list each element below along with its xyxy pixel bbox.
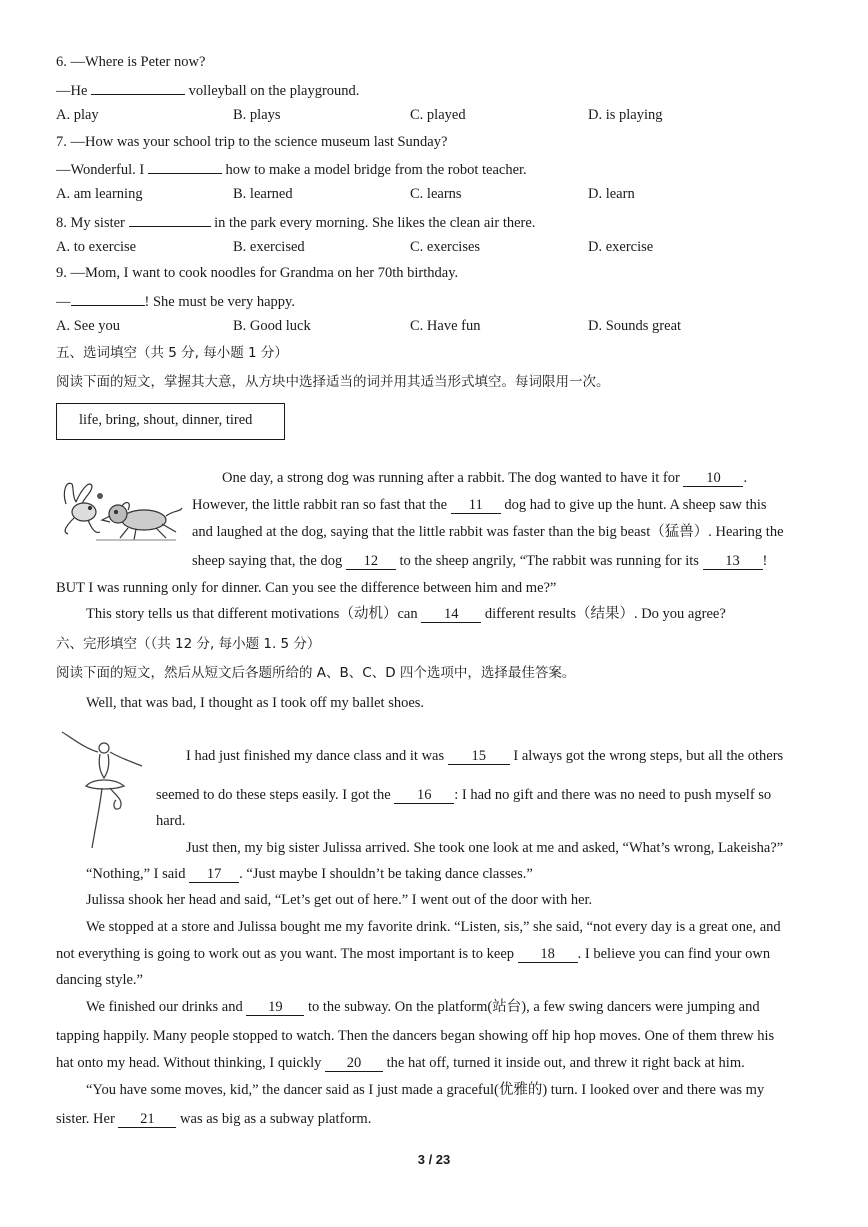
- section5-instruction: 阅读下面的短文，掌握其大意，从方块中选择适当的词并用其适当形式填空。每词限用一次。: [56, 374, 610, 390]
- ballet-dancer-illustration: [58, 728, 148, 852]
- passage6-line1: I had just finished my dance class and it was 15 I always got the wrong steps, but all the others: [186, 748, 784, 764]
- q7-option-d[interactable]: D. learn: [588, 186, 635, 202]
- blank-18[interactable]: 18: [518, 946, 578, 963]
- q6-option-c[interactable]: C. played: [410, 107, 466, 123]
- dog-chasing-rabbit-illustration: [56, 474, 184, 548]
- word-box: [56, 403, 285, 440]
- q8-option-b[interactable]: B. exercised: [233, 239, 305, 255]
- q8-stem: 8. My sister in the park every morning. She likes the clean air there.: [56, 212, 535, 232]
- word-box-words: life, bring, shout, dinner, tired: [79, 412, 253, 428]
- q8-option-c[interactable]: C. exercises: [410, 239, 481, 255]
- q7-option-a[interactable]: A. am learning: [56, 186, 143, 202]
- q9-stem: 9. —Mom, I want to cook noodles for Grandma on her 70th birthday.: [56, 265, 459, 281]
- q6-stem: 6. —Where is Peter now?: [56, 54, 206, 70]
- blank-15[interactable]: 15: [448, 748, 510, 765]
- passage6-line14: sister. Her 21 was as big as a subway platform.: [56, 1111, 372, 1127]
- passage6-line8: not everything is going to work out as you want. The most important is to keep 18 . I believe you can find your own: [56, 946, 771, 962]
- blank-17[interactable]: 17: [189, 866, 239, 883]
- q6-option-a[interactable]: A. play: [56, 107, 99, 123]
- blank-13[interactable]: 13: [703, 553, 763, 570]
- passage6-line5: “Nothing,” I said 17 . “Just maybe I shouldn’t be taking dance classes.”: [86, 866, 533, 882]
- blank-11[interactable]: 11: [451, 497, 501, 514]
- blank-16[interactable]: 16: [394, 787, 454, 804]
- blank-12[interactable]: 12: [346, 553, 396, 570]
- passage6-line4: Just then, my big sister Julissa arrived. She took one look at me and asked, “What’s wrong, Lakeisha?”: [186, 840, 784, 856]
- passage5-line2: However, the little rabbit ran so fast that the 11 dog had to give up the hunt. A sheep saw this: [192, 497, 767, 513]
- blank-10[interactable]: 10: [683, 470, 743, 487]
- blank-14[interactable]: 14: [421, 606, 481, 623]
- q9-line2: — ! She must be very happy.: [56, 291, 295, 311]
- q6-option-d[interactable]: D. is playing: [588, 107, 663, 123]
- passage6-line10: We finished our drinks and 19 to the subway. On the platform(站台), a few swing dancers were jumping and: [86, 999, 760, 1015]
- q7-option-c[interactable]: C. learns: [410, 186, 462, 202]
- passage6-line13: “You have some moves, kid,” the dancer said as I just made a graceful(优雅的) turn. I looked over and there was my: [86, 1082, 765, 1098]
- q6-line2: —He volleyball on the playground.: [56, 80, 359, 100]
- blank-21[interactable]: 21: [118, 1111, 176, 1128]
- q7-option-b[interactable]: B. learned: [233, 186, 293, 202]
- passage5-line3: and laughed at the dog, saying that the little rabbit was faster than the big beast（猛兽）. Hearing the: [192, 524, 784, 540]
- q7-line2: —Wonderful. I how to make a model bridge from the robot teacher.: [56, 159, 527, 179]
- q7-stem: 7. —How was your school trip to the science museum last Sunday?: [56, 134, 448, 150]
- passage6-line11: tapping happily. Many people stopped to watch. Then the dancers began showing off hip hop moves. One of them threw his: [56, 1028, 775, 1044]
- passage6-line2: seemed to do these steps easily. I got the 16 : I had no gift and there was no need to push myself so: [156, 787, 772, 803]
- passage5-line5: BUT I was running only for dinner. Can you see the difference between him and me?”: [56, 580, 557, 596]
- passage6-line9: dancing style.”: [56, 972, 143, 988]
- passage6-line3: hard.: [156, 813, 186, 829]
- q9-option-b[interactable]: B. Good luck: [233, 318, 311, 334]
- passage6-line6: Julissa shook her head and said, “Let’s get out of here.” I went out of the door with her.: [86, 892, 593, 908]
- q9-option-a[interactable]: A. See you: [56, 318, 121, 334]
- passage6-line7: We stopped at a store and Julissa bought me my favorite drink. “Listen, sis,” she said, “not every day is a great one, and: [86, 919, 781, 935]
- blank-20[interactable]: 20: [325, 1055, 383, 1072]
- passage6-line12: hat onto my head. Without thinking, I quickly 20 the hat off, turned it inside out, and threw it right back at him.: [56, 1055, 745, 1071]
- q6-option-b[interactable]: B. plays: [233, 107, 281, 123]
- section5-title: 五、选词填空（共 5 分, 每小题 1 分）: [56, 345, 288, 361]
- section6-instruction: 阅读下面的短文，然后从短文后各题所给的 A、B、C、D 四个选项中，选择最佳答案。: [56, 665, 576, 681]
- q9-option-c[interactable]: C. Have fun: [410, 318, 481, 334]
- section6-title: 六、完形填空（（共 12 分, 每小题 1. 5 分）: [56, 636, 321, 652]
- passage5-line1: One day, a strong dog was running after a rabbit. The dog wanted to have it for 10 .: [222, 470, 748, 486]
- passage5-line6: This story tells us that different motivations（动机）can 14 different results（结果）. Do you agree?: [86, 606, 726, 622]
- passage5-line4: sheep saying that, the dog 12 to the sheep angrily, “The rabbit was running for its 13 !: [192, 553, 768, 569]
- blank-19[interactable]: 19: [246, 999, 304, 1016]
- page-number: 3 / 23: [417, 1152, 451, 1167]
- q8-option-a[interactable]: A. to exercise: [56, 239, 137, 255]
- passage6-intro: Well, that was bad, I thought as I took off my ballet shoes.: [86, 695, 425, 711]
- q8-option-d[interactable]: D. exercise: [588, 239, 654, 255]
- q9-option-d[interactable]: D. Sounds great: [588, 318, 682, 334]
